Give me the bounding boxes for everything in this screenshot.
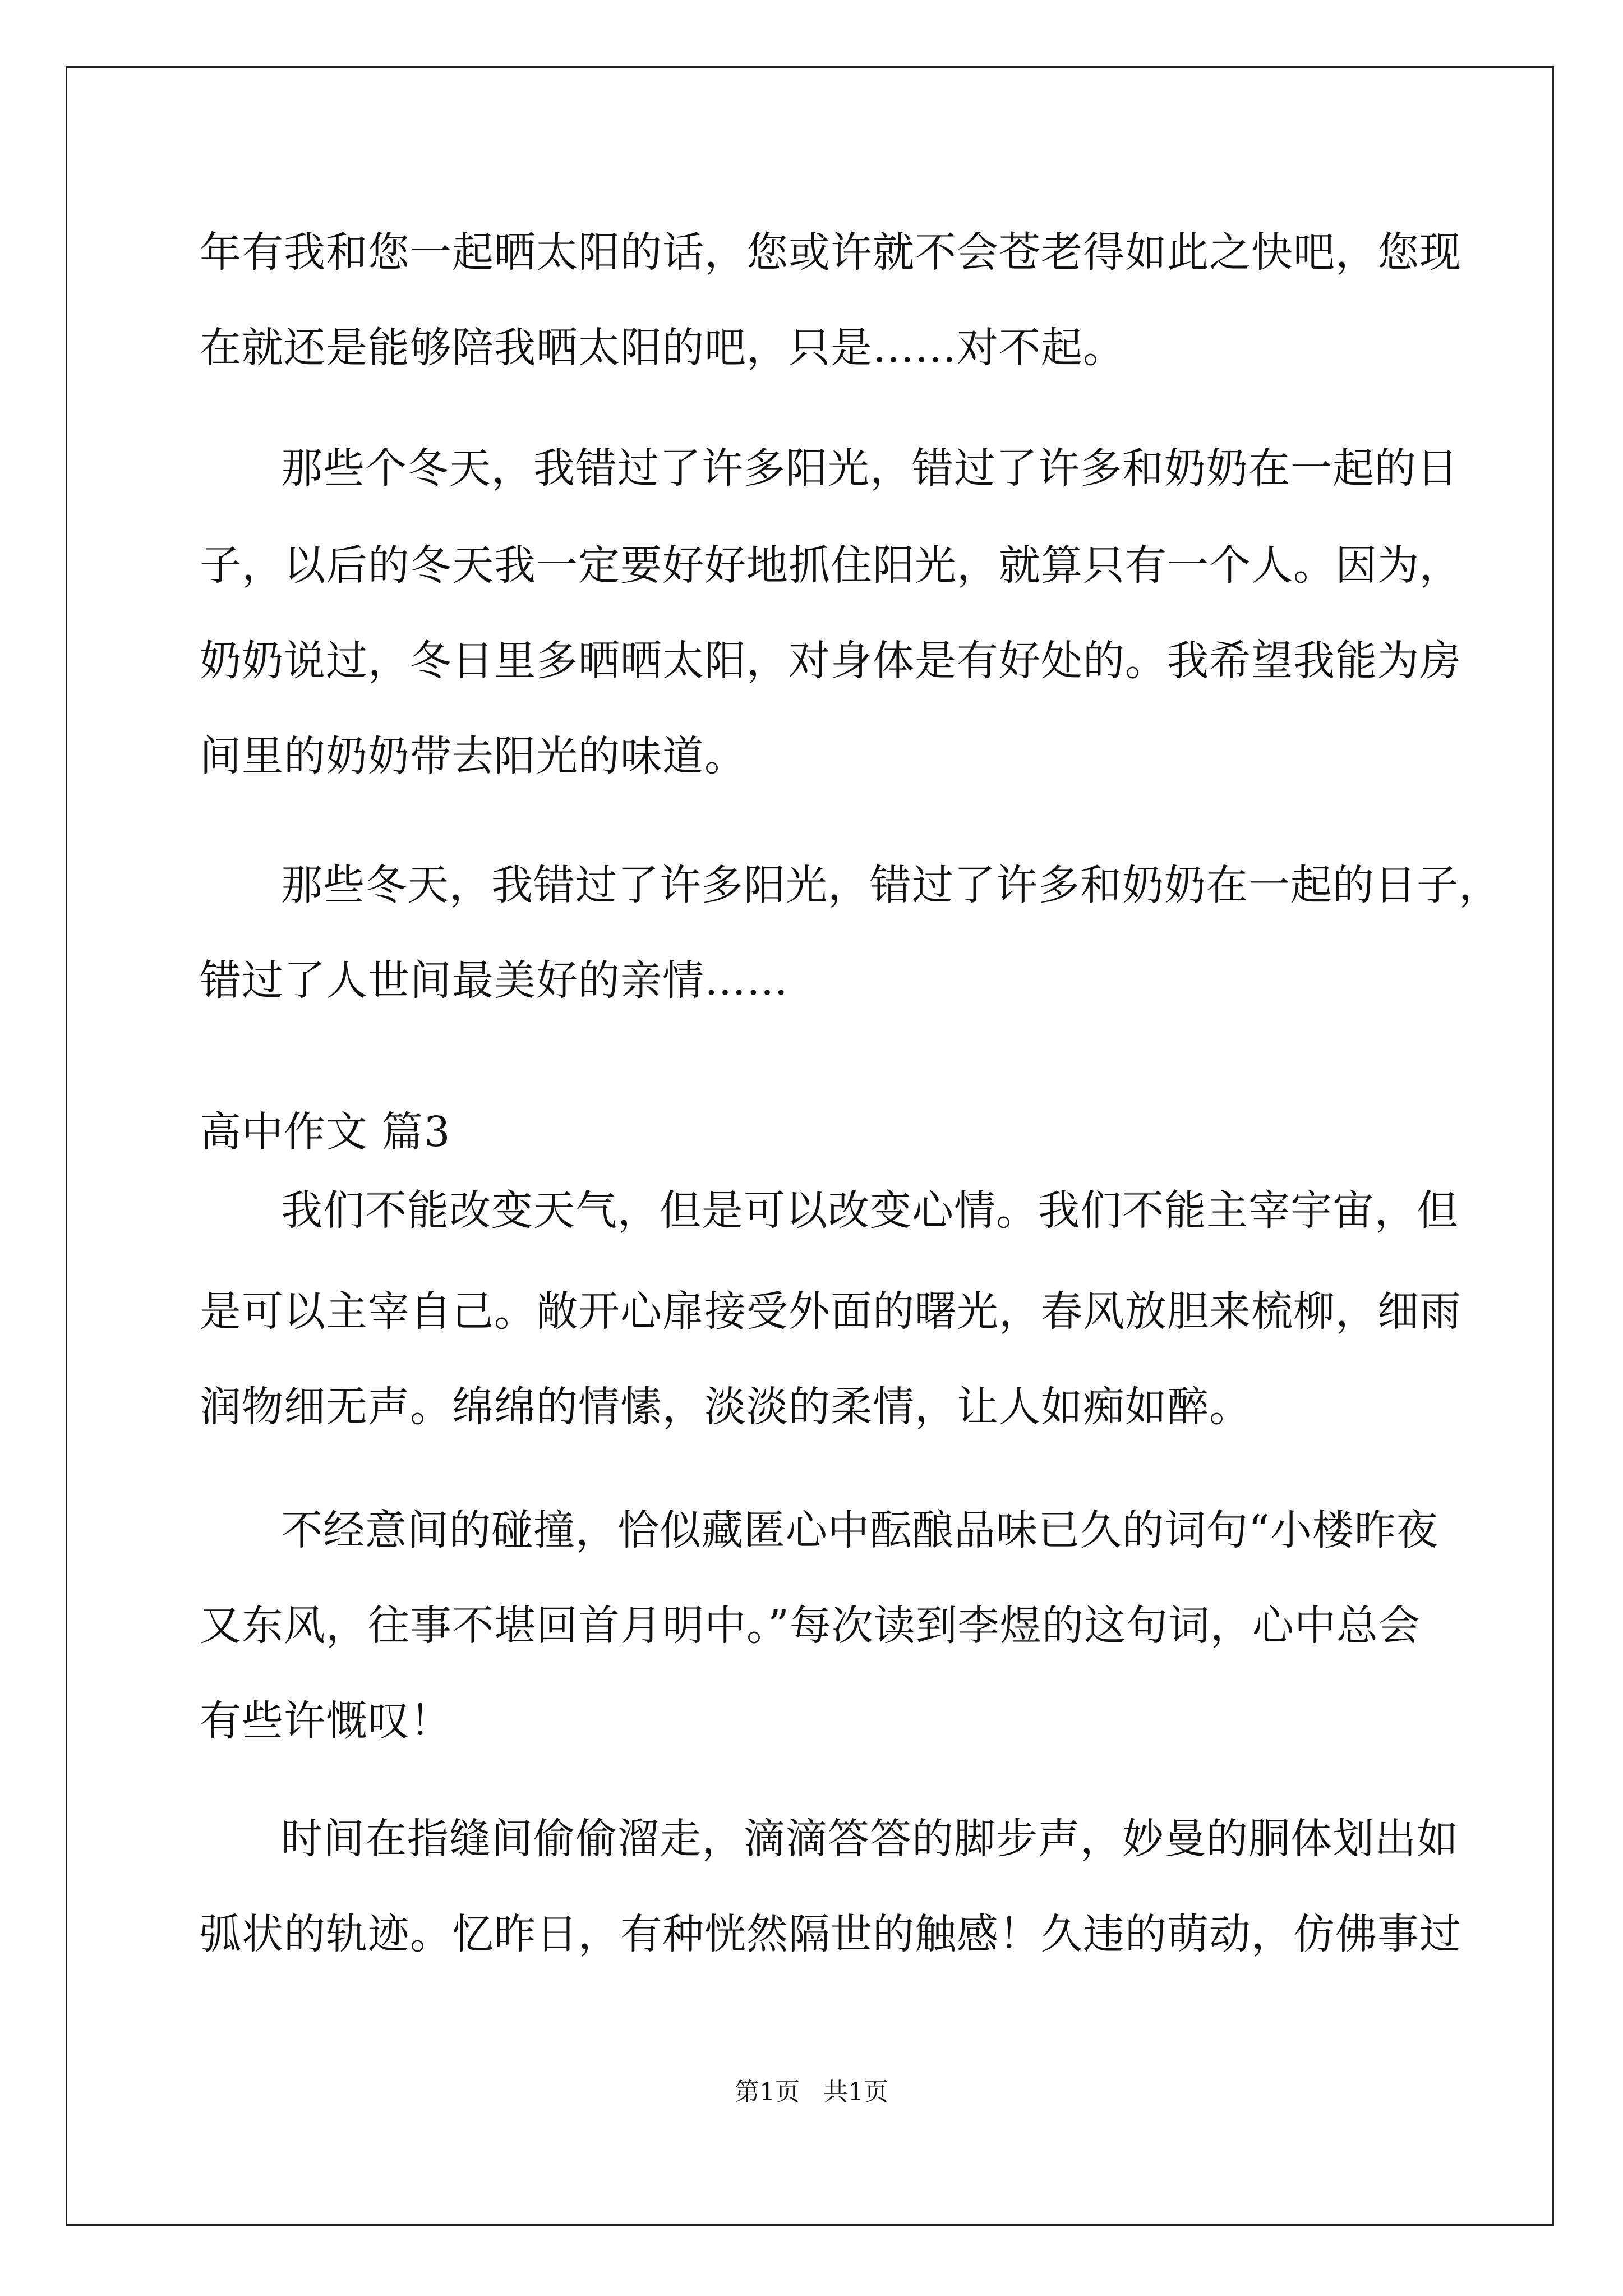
- paragraph-first-line: 那些冬天，我错过了许多阳光，错过了许多和奶奶在一起的日子，: [281, 861, 1501, 909]
- text-line: 是可以主宰自己。敞开心扉接受外面的曙光，春风放胆来梳柳，细雨: [200, 1287, 1461, 1336]
- paragraph-first-line: 我们不能改变天气，但是可以改变心情。我们不能主宰宇宙，但: [281, 1186, 1459, 1235]
- paragraph-first-line: 那些个冬天，我错过了许多阳光，错过了许多和奶奶在一起的日: [281, 444, 1459, 493]
- section-heading: 高中作文 篇3: [200, 1108, 451, 1156]
- text-line: 间里的奶奶带去阳光的味道。: [200, 732, 746, 780]
- page-footer: 第1页 共1页: [735, 2078, 888, 2106]
- text-line: 有些许慨叹！: [200, 1697, 452, 1745]
- text-line: 润物细无声。绵绵的情愫，淡淡的柔情，让人如痴如醉。: [200, 1383, 1251, 1431]
- paragraph-first-line: 不经意间的碰撞，恰似藏匿心中酝酿品味已久的词句“小楼昨夜: [281, 1506, 1438, 1554]
- text-line: 弧状的轨迹。忆昨日，有种恍然隔世的触感！久违的萌动，仿佛事过: [200, 1910, 1461, 1958]
- text-line: 在就还是能够陪我晒太阳的吧，只是……对不起。: [200, 324, 1125, 372]
- text-line: 又东风，往事不堪回首月明中。”每次读到李煜的这句词，心中总会: [200, 1602, 1421, 1650]
- text-line: 子，以后的冬天我一定要好好地抓住阳光，就算只有一个人。因为，: [200, 541, 1461, 590]
- text-line: 年有我和您一起晒太阳的话，您或许就不会苍老得如此之快吧，您现: [200, 228, 1461, 277]
- paragraph-first-line: 时间在指缝间偷偷溜走，滴滴答答的脚步声，妙曼的胴体划出如: [281, 1815, 1459, 1863]
- text-line: 奶奶说过，冬日里多晒晒太阳，对身体是有好处的。我希望我能为房: [200, 637, 1461, 685]
- text-line: 错过了人世间最美好的亲情……: [200, 956, 789, 1005]
